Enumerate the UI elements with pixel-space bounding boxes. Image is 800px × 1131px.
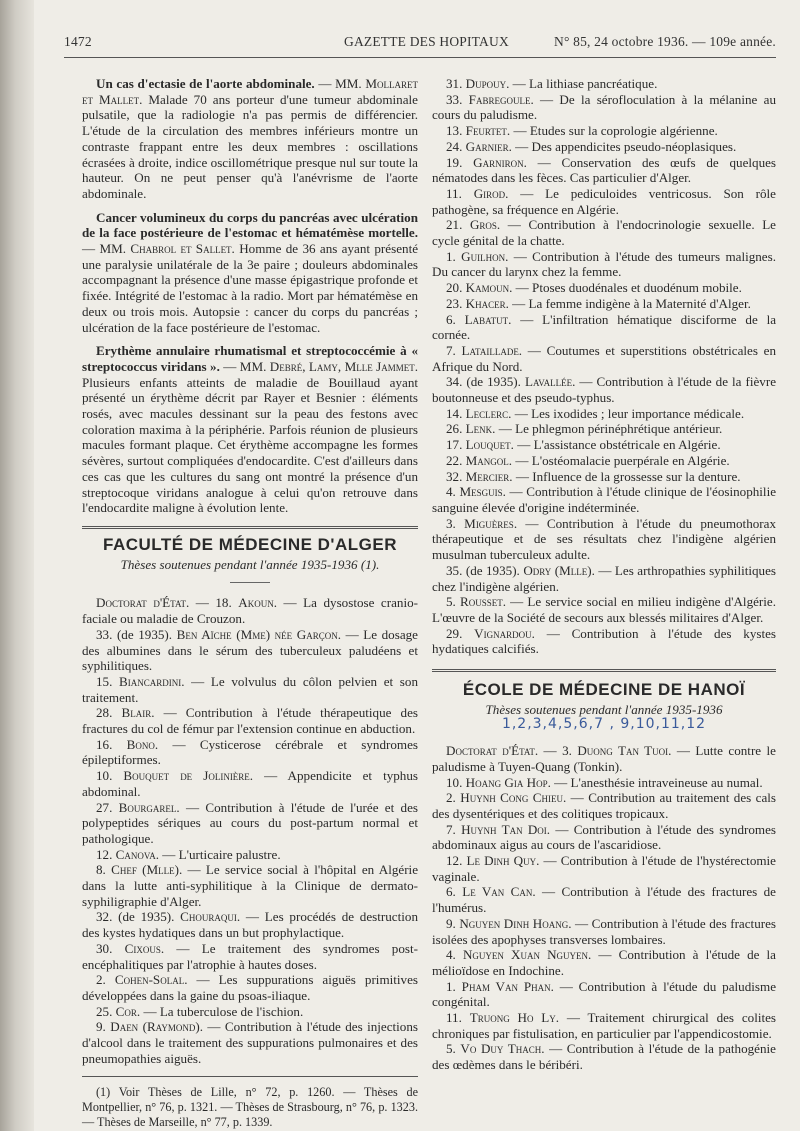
section-rule [82,526,418,529]
thesis-entry: 33. (de 1935). Ben Aïche (Mme) née Garçon. — Le dosage des albumines dans le sérum des tuberculeux paludéens et syphilitiques. [82,626,418,674]
thesis-number: 5. [446,594,456,610]
thesis-entry: 6. Le Van Can. — Contribution à l'étude des fractures de l'humérus. [432,884,776,916]
thesis-author: Le Van Can. [462,884,536,900]
handwritten-annotation: 1,2,3,4,5,6,7 , 9,10,11,12 [501,716,707,733]
faculty-subheading: Thèses soutenues pendant l'année 1935-1936 (1). [120,556,380,572]
thesis-entry: 20. Kamoun. — Ptoses duodénales et duodénum mobile. [446,280,742,296]
thesis-author: Chef (Mlle). [111,862,183,878]
thesis-title: Le volvulus du côlon pelvien et son traitement. [82,673,419,705]
thesis-title: Contribution à l'étude des kystes hydatiques calcifiés. [432,625,777,657]
thesis-title: Les ixodides ; leur importance médicale. [531,405,745,421]
thesis-number: 9. [96,1019,106,1035]
thesis-author: Miguères. [464,515,518,531]
thesis-author: Duong Tan Tuoi. [577,743,672,759]
thesis-author: Louquet. [465,437,514,453]
thesis-number: 35. (de 1935). [446,562,520,578]
thesis-number: 14. [446,405,463,421]
thesis-author: Feurtet. [465,123,511,139]
thesis-title: Les procédés de destruction des kystes hydatiques dans un but prophylactique. [82,909,418,941]
thesis-title: Contribution à l'étude des injections d'alcool dans le traitement des suppurations pulmonaires et des pneumopathies aiguës. [82,1019,418,1066]
thesis-author: Mesguis. [459,484,506,500]
article-pancreas: Cancer volumineux du corps du pancréas avec ulcération de la face postérieure de l'estomac et hématémèse mortelle. — MM. Chabrol et Sallet. Homme de 36 ans ayant présenté une paralysie unilatérale de la 3e paire ; douleurs abdominales accompagnant la présence d'une masse épigastrique profonde et fixée. Intégrité de l'estomac à la radio. Mort par hématémèse en deux ou trois mois. Autopsie : cancer du corps du pancréas ; ulcération de la face postérieure de l'estomac. [82,209,419,335]
thesis-author: Le Dinh Quy. [466,853,540,869]
thesis-number: 1. [446,248,456,264]
thesis-author: Akoun. [238,595,278,611]
thesis-number: 27. [96,799,113,815]
thesis-entry: 34. (de 1935). Lavallée. — Contribution à l'étude de la fièvre boutonneuse et des pseudo-typhus. [432,374,777,406]
article-title: Erythème annulaire rhumatismal et streptococcémie à « streptococcus viridans ». [82,343,418,374]
thesis-entry: 16. Bono. — Cysticerose cérébrale et syndromes épileptiformes. [82,736,418,768]
thesis-number: 18. [215,595,232,611]
thesis-title: Le traitement des syndromes post-encéphalitiques par l'atrophie à hautes doses. [82,940,418,972]
article-authors: MM. Debré, Lamy, Mlle Jammet. [239,358,418,374]
thesis-author: Pham Van Phan. [461,978,554,994]
thesis-entry: 5. Vo Duy Thach. — Contribution à l'étude de la pathogénie des œdèmes dans le béribéri. [432,1041,776,1073]
issue-info: N° 85, 24 octobre 1936. — 109e année. [554,34,776,49]
header-rule [64,57,776,58]
thesis-entry: 12. Canova. — L'urticaire palustre. [96,846,281,862]
thesis-number: 6. [446,311,456,327]
thesis-title: Les arthropathies syphilitiques chez l'indigène algérien. [432,562,776,594]
thesis-number: 30. [96,940,113,956]
thesis-number: 29. [446,625,463,641]
thesis-title: De la sérofloculation à la mélanine au cours du paludisme. [432,91,776,123]
thesis-author: Nguyen Xuan Nguyen. [462,947,592,963]
thesis-title: La femme indigène à la Maternité d'Alger. [528,295,751,311]
thesis-title: Contribution à l'étude des fractures de l'humérus. [432,884,776,916]
thesis-number: 8. [96,862,106,878]
thesis-title: Le service social à l'hôpital en Algérie dans la lutte anti-syphilitique à la Clinique de dermato-syphiligraphie d'Alger. [82,862,419,909]
thesis-title: Contribution à l'étude du paludisme congénital. [432,978,777,1010]
thesis-entry: 23. Khacer. — La femme indigène à la Maternité d'Alger. [446,295,751,311]
thesis-title: Etudes sur la coprologie algérienne. [529,123,718,139]
thesis-title: L'ostéomalacie puerpérale en Algérie. [531,452,730,468]
article-authors: MM. Chabrol et Sallet. [99,241,235,257]
journal-title: GAZETTE DES HOPITAUX [344,34,509,49]
thesis-entry: 13. Feurtet. — Etudes sur la coprologie algérienne. [446,123,718,139]
right-column [432,76,776,1073]
thesis-author: Gros. [469,217,501,233]
thesis-number: 13. [446,123,463,139]
thesis-entry: 24. Garnier. — Des appendicites pseudo-néoplasiques. [446,138,737,154]
thesis-entry: 25. Cor. — La tuberculose de l'ischion. [96,1003,304,1019]
faculty-heading: FACULTÉ DE MÉDECINE D'ALGER [103,534,397,554]
article-text: Homme de 36 ans ayant présenté une paralysie unilatérale de la 3e paire ; douleurs abdominales accompagnant la présence d'une masse épigastrique profonde et fixée. Intégrité de l'estomac à la radio. Mort par hématémèse en deux ou trois mois. Autopsie : cancer du corps du pancréas ; ulcération de la face postérieure de l'estomac. [82,241,419,335]
thesis-author: Huynh Cong Chieu. [460,790,567,806]
thesis-entry: 31. Dupouy. — La lithiase pancréatique. [446,76,658,91]
thesis-number: 1. [446,978,456,994]
thesis-title: Contribution à l'étude clinique de l'éosinophilie sanguine élevée d'origine indéterminée. [432,484,777,515]
thesis-author: Canova. [115,846,160,862]
thesis-author: Labatut. [464,311,512,327]
thesis-entry: 19. Garniron. — Conservation des œufs de quelques nématodes dans les fèces. Cas particulier d'Alger. [432,154,777,186]
thesis-number: 33. (de 1935). [96,626,173,642]
thesis-title: Contribution à l'étude de la mélioïdose en Indochine. [432,947,776,978]
thesis-title: Le pediculoides ventricosus. Son rôle pathogène, sa fréquence en Algérie. [432,185,776,217]
thesis-number: 28. [96,705,113,721]
thesis-number: 2. [96,972,106,988]
thesis-number: 31. [446,76,463,91]
school-subheading: Thèses soutenues pendant l'année 1935-1936 [485,701,723,717]
thesis-entry: 3. Miguères. — Contribution à l'étude du pneumothorax thérapeutique et de ses résultats chez l'indigène algérien musulman tuberculeux adulte. [432,515,777,563]
thesis-title: Coutumes et superstitions obstétricales en Afrique du Nord. [432,342,776,374]
thesis-title: Les suppurations aiguës primitives développées dans la gaine du psoas-iliaque. [82,972,418,1003]
thesis-entry: 5. Rousset. — Le service social en milieu indigène d'Algérie. L'œuvre de la Société de secours aux blessés militaires d'Alger. [432,594,777,625]
thesis-author: Cor. [115,1003,141,1019]
thesis-number: 3. [446,515,456,531]
thesis-number: 24. [446,138,463,154]
thesis-number: 3. [562,743,572,759]
thesis-entry: 1. Guilhon. — Contribution à l'étude des tumeurs malignes. Du cancer du larynx chez la femme. [432,248,776,280]
thesis-entry: 32. (de 1935). Chouraqui. — Les procédés de destruction des kystes hydatiques dans un but prophylactique. [82,909,418,941]
article-ectasie: Un cas d'ectasie de l'aorte abdominale. — MM. Mollaret et Mallet. Malade 70 ans porteur d'une tumeur abdominale pulsatile, que la radiologie n'a pas permis de différencier. L'étude de la circulation des membres inférieurs montre un contraste frappant entre les deux membres : oscillations écrasées à droite, indice oscillométrique presque nul sur toute la hauteur. On ne peut penser qu'à l'anévrisme de l'aorte abdominale. [82,76,418,201]
thesis-list-alger-1 [82,595,418,1066]
thesis-entry: 6. Labatut. — L'infiltration hématique disciforme de la cornée. [432,311,777,343]
thesis-author: Bourgarel. [118,799,180,815]
thesis-author: Rousset. [459,594,506,610]
thesis-title: Le service social en milieu indigène d'Algérie. L'œuvre de la Société de secours aux blessés militaires d'Alger. [432,594,777,625]
thesis-entry: 26. Lenk. — Le phlegmon périnéphrétique antérieur. [446,421,723,437]
thesis-number: 5. [446,1041,456,1057]
thesis-entry: 7. Huynh Tan Doi. — Contribution à l'étude des syndromes abdominaux aigus au cours de l'ascaridiose. [432,821,777,853]
thesis-number: 9. [446,915,456,931]
thesis-author: Vo Duy Thach. [460,1041,545,1057]
thesis-author: Fabregoule. [468,91,534,107]
thesis-title: L'anesthésie intraveineuse au numal. [570,774,763,790]
thesis-number: 21. [446,217,463,233]
thesis-author: Daen (Raymond). [110,1019,203,1035]
thesis-author: Bono. [126,736,159,752]
thesis-title: Lutte contre le paludisme à Tuyen-Quang (Tonkin). [432,743,776,774]
thesis-entry: 35. (de 1935). Odry (Mlle). — Les arthropathies syphilitiques chez l'indigène algérien. [432,562,776,594]
thesis-author: Lavallée. [524,374,576,390]
thesis-title: Contribution au traitement des cals des dysentériques et des colitiques tropicaux. [432,790,777,821]
article-authors: MM. Mollaret et Mallet. [82,76,418,107]
thesis-author: Leclerc. [465,405,512,421]
page-number: 1472 [64,34,92,49]
thesis-author: Garniron. [473,154,527,170]
thesis-entry: 28. Blair. — Contribution à l'étude thérapeutique des fractures du col de fémur par l'extension continue en abduction. [82,705,418,737]
thesis-author: Lataillade. [461,342,523,358]
thesis-number: 6. [446,884,456,900]
thesis-number: 32. (de 1935). [96,909,175,925]
thesis-author: Khacer. [465,295,509,311]
doctorat-label: Doctorat d'État. [96,595,190,611]
thesis-author: Nguyen Dinh Hoang. [459,915,572,931]
thesis-number: 19. [446,154,463,170]
thesis-title: Contribution à l'étude du pneumothorax thérapeutique et de ses résultats chez l'indigène algérien musulman tuberculeux adulte. [432,515,777,563]
thesis-entry: Doctorat d'État. — 3. Duong Tan Tuoi. — Lutte contre le paludisme à Tuyen-Quang (Tonkin). [432,743,776,774]
thesis-title: Contribution à l'étude des syndromes abdominaux aigus au cours de l'ascaridiose. [432,821,777,853]
thesis-number: 4. [446,484,456,500]
short-rule [230,582,270,583]
thesis-author: Ben Aïche (Mme) née Garçon. [176,626,341,642]
thesis-entry: 2. Cohen-Solal. — Les suppurations aiguës primitives développées dans la gaine du psoas-iliaque. [82,972,418,1003]
thesis-entry: 21. Gros. — Contribution à l'endocrinologie sexuelle. Le cycle génital de la chatte. [432,217,776,249]
thesis-title: Appendicite et typhus abdominal. [82,768,418,799]
article-erytheme: Erythème annulaire rhumatismal et streptococcémie à « streptococcus viridans ». — MM. Debré, Lamy, Mlle Jammet. Plusieurs enfants atteints de maladie de Bouillaud ayant présenté un érythème décrit par Rayer et Besnier : éléments rosés, avec macules dessinant sur la peau des festons avec coloration maxima à la périphérie. Parfois réunion de plusieurs macules formant plaque. Cet érythème accompagne les formes sévères, surtout compliquées d'endocardite. C'est d'ailleurs dans ces cas que les cultures du sang ont montré la présence d'un streptocoque viridans analogue à celui qu'on retrouve dans l'endocardite maligne à évolution lente. [82,343,418,516]
thesis-title: Cysticerose cérébrale et syndromes épileptiformes. [82,736,418,768]
left-column [82,76,418,1129]
thesis-title: La dysostose cranio-faciale ou maladie de Crouzon. [82,595,419,627]
thesis-number: 2. [446,790,456,806]
thesis-author: Chouraqui. [180,909,241,925]
thesis-number: 20. [446,280,463,296]
footnote-rule [82,1076,418,1077]
thesis-title: Contribution à l'étude des fractures isolées des apophyses transverses lombaires. [432,915,777,947]
thesis-title: Contribution à l'étude des tumeurs malignes. Du cancer du larynx chez la femme. [432,248,776,280]
thesis-number: 4. [446,947,456,963]
thesis-author: Dupouy. [465,76,510,91]
thesis-entry: 4. Nguyen Xuan Nguyen. — Contribution à l'étude de la mélioïdose en Indochine. [432,947,776,978]
thesis-entry: 29. Vignardou. — Contribution à l'étude des kystes hydatiques calcifiés. [432,625,777,657]
thesis-author: Guilhon. [461,248,509,264]
thesis-number: 12. [96,846,113,862]
article-title: Un cas d'ectasie de l'aorte abdominale. [96,76,315,91]
thesis-number: 7. [446,342,456,358]
thesis-number: 15. [96,673,113,689]
thesis-entry: 27. Bourgarel. — Contribution à l'étude de l'urée et des polypeptides sériques au cours du post-partum normal et pathologique. [82,799,418,846]
thesis-entry: 12. Le Dinh Quy. — Contribution à l'étude de l'hystérectomie vaginale. [432,853,776,884]
thesis-number: 33. [446,91,463,107]
thesis-title: L'urticaire palustre. [178,846,281,862]
thesis-title: L'assistance obstétricale en Algérie. [533,437,721,453]
thesis-entry: 15. Biancardini. — Le volvulus du côlon pelvien et son traitement. [82,673,419,705]
article-text: Malade 70 ans porteur d'une tumeur abdominale pulsatile, que la radiologie n'a pas permis de différencier. L'étude de la circulation des membres inférieurs montre un contraste frappant entre les deux membres : oscillations écrasées à droite, indice oscillométrique presque nul sur toute la hauteur. On ne peut penser qu'à l'anévrisme de l'aorte abdominale. [82,91,418,201]
thesis-entry: 4. Mesguis. — Contribution à l'étude clinique de l'éosinophilie sanguine élevée d'origine indéterminée. [432,484,777,515]
thesis-title: Contribution à l'étude de la fièvre boutonneuse et des pseudo-typhus. [432,374,777,406]
doctorat-label: Doctorat d'État. [446,743,539,759]
thesis-number: 26. [446,421,463,437]
thesis-title: L'infiltration hématique disciforme de la cornée. [432,311,777,343]
thesis-entry: 32. Mercier. — Influence de la grossesse sur la denture. [446,468,741,484]
thesis-entry: 10. Bouquet de Jolinière. — Appendicite et typhus abdominal. [82,768,418,799]
thesis-number: 12. [446,853,463,869]
thesis-title: Le phlegmon périnéphrétique antérieur. [515,421,723,437]
thesis-entry: 10. Hoang Gia Hop. — L'anesthésie intraveineuse au numal. [446,774,763,790]
thesis-author: Mangol. [465,452,513,468]
thesis-number: 11. [446,185,462,201]
thesis-author: Bouquet de Jolinière. [123,768,254,784]
page-binding-edge [0,0,34,1131]
thesis-author: Odry (Mlle). [523,562,595,578]
thesis-number: 22. [446,452,463,468]
thesis-author: Biancardini. [119,673,185,689]
footnote: (1) Voir Thèses de Lille, n° 72, p. 1260. — Thèses de Montpellier, n° 76, p. 1321. — Thèses de Strasbourg, n° 76, p. 1323. — Thèses de Marseille, n° 77, p. 1339. [82,1085,418,1129]
thesis-entry: 8. Chef (Mlle). — Le service social à l'hôpital en Algérie dans la lutte anti-syphilitique à la Clinique de dermato-syphiligraphie d'Alger. [82,862,419,909]
thesis-number: 11. [446,1010,462,1026]
thesis-author: Garnier. [465,138,512,154]
thesis-author: Kamoun. [465,280,513,296]
thesis-entry: 9. Nguyen Dinh Hoang. — Contribution à l'étude des fractures isolées des apophyses transverses lombaires. [432,915,777,947]
thesis-title: Influence de la grossesse sur la denture. [532,468,741,484]
thesis-number: 34. (de 1935). [446,374,521,390]
thesis-title: Ptoses duodénales et duodénum mobile. [532,280,742,296]
thesis-author: Cohen-Solal. [114,972,188,988]
thesis-author: Cixous. [124,940,165,956]
thesis-number: 7. [446,821,456,837]
page-header [64,34,776,54]
thesis-title: Contribution à l'étude de l'hystérectomie vaginale. [432,853,776,884]
thesis-entry: Doctorat d'État. — 18. Akoun. — La dysostose cranio-faciale ou maladie de Crouzon. [82,595,419,627]
thesis-author: Blair. [121,705,155,721]
thesis-title: Conservation des œufs de quelques nématodes dans les fèces. Cas particulier d'Alger. [432,154,777,186]
article-text: Plusieurs enfants atteints de maladie de Bouillaud ayant présenté un érythème décrit par Rayer et Besnier : éléments rosés, avec macules dessinant sur la peau des festons avec coloration maxima à la périphérie. Parfois réunion de plusieurs macules formant plaque. Cet érythème accompagne les formes sévères, surtout compliquées d'endocardite. C'est d'ailleurs dans ces cas que les cultures du sang ont montré la présence d'un streptocoque viridans analogue à celui qu'on retrouve dans l'endocardite maligne à évolution lente. [82,374,418,516]
thesis-entry: 11. Girod. — Le pediculoides ventricosus. Son rôle pathogène, sa fréquence en Algérie. [432,185,776,217]
thesis-title: Contribution à l'étude thérapeutique des fractures du col de fémur par l'extension continue en abduction. [82,705,418,737]
thesis-number: 23. [446,295,463,311]
thesis-entry: 11. Truong Ho Ly. — Traitement chirurgical des colites chroniques par fistulisation, en particulier par l'appendicostomie. [432,1010,777,1041]
thesis-title: Traitement chirurgical des colites chroniques par fistulisation, en particulier par l'appendicostomie. [432,1010,777,1041]
thesis-entry: 14. Leclerc. — Les ixodides ; leur importance médicale. [446,405,745,421]
thesis-title: Contribution à l'étude de la pathogénie des œdèmes dans le béribéri. [432,1041,776,1073]
thesis-author: Huynh Tan Doi. [461,821,551,837]
thesis-list-alger-2 [432,76,776,657]
thesis-entry: 17. Louquet. — L'assistance obstétricale en Algérie. [446,437,721,453]
thesis-author: Vignardou. [474,625,535,641]
thesis-entry: 30. Cixous. — Le traitement des syndromes post-encéphalitiques par l'atrophie à hautes doses. [82,940,418,972]
thesis-number: 10. [96,768,113,784]
thesis-entry: 7. Lataillade. — Coutumes et superstitions obstétricales en Afrique du Nord. [432,342,776,374]
thesis-title: Des appendicites pseudo-néoplasiques. [531,138,737,154]
thesis-number: 10. [446,774,463,790]
thesis-author: Girod. [473,185,509,201]
thesis-number: 17. [446,437,463,453]
thesis-number: 25. [96,1003,113,1019]
thesis-number: 16. [96,736,113,752]
thesis-title: La tuberculose de l'ischion. [159,1003,304,1019]
thesis-entry: 9. Daen (Raymond). — Contribution à l'étude des injections d'alcool dans le traitement des suppurations pulmonaires et des pneumopathies aiguës. [82,1019,418,1066]
thesis-title: Contribution à l'étude de l'urée et des polypeptides sériques au cours du post-partum normal et pathologique. [82,799,418,846]
thesis-author: Truong Ho Ly. [469,1010,560,1026]
thesis-entry: 2. Huynh Cong Chieu. — Contribution au traitement des cals des dysentériques et des colitiques tropicaux. [432,790,777,821]
article-title: Cancer volumineux du corps du pancréas avec ulcération de la face postérieure de l'estomac et hématémèse mortelle. [82,209,418,241]
thesis-author: Mercier. [465,468,513,484]
thesis-entry: 22. Mangol. — L'ostéomalacie puerpérale en Algérie. [446,452,730,468]
section-rule [432,669,776,672]
thesis-title: Contribution à l'endocrinologie sexuelle. Le cycle génital de la chatte. [432,217,776,249]
thesis-number: 32. [446,468,463,484]
thesis-entry: 33. Fabregoule. — De la sérofloculation à la mélanine au cours du paludisme. [432,91,776,123]
thesis-title: La lithiase pancréatique. [529,76,658,91]
thesis-author: Hoang Gia Hop. [465,774,551,790]
school-heading: ÉCOLE DE MÉDECINE DE HANOÏ [462,680,746,700]
thesis-entry: 1. Pham Van Phan. — Contribution à l'étude du paludisme congénital. [432,978,777,1010]
thesis-list-hanoi [432,743,776,1073]
thesis-author: Lenk. [465,421,496,437]
thesis-title: Le dosage des albumines dans le sérum des tuberculeux paludéens et syphilitiques. [82,626,418,674]
